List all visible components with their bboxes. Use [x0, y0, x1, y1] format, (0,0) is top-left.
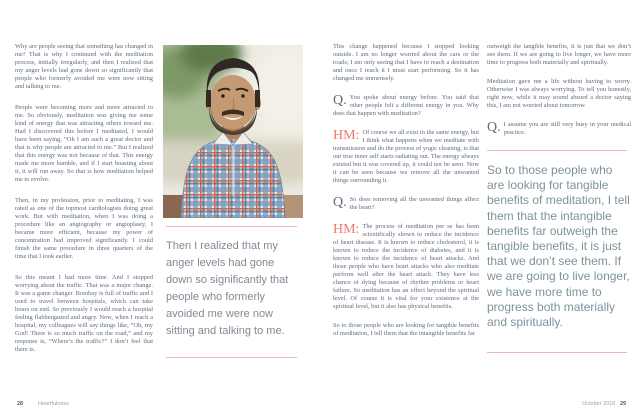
question-cap: Q.	[333, 195, 347, 210]
magazine-name: Heartfulness	[38, 401, 69, 407]
issue-date: October 2016	[582, 401, 616, 407]
paragraph: So this meant I had more time. And I stopped worrying about the traffic. That was a major change. It was a game changer. Bombay is full of traffic and I used to travel between hospitals, which can take hours on end. So previously I would reach a hospital feeling flabbergasted and angry. Now, when I reach a hospital, my colleagues will say things like, “Oh, my God! There is so much traffic on the road,” and my response is, “Where’s the traffic?” I don’t feel that there is.	[15, 274, 153, 353]
question-block	[333, 196, 479, 212]
answer-block	[333, 223, 479, 311]
question-block	[333, 94, 479, 118]
paragraph: This change happened because I stopped looking outside. I am no longer worried about the cars or the roads; I am only seeing that I have to reach a destination and once I reach it I must start performing. So it has changed me immensely.	[333, 43, 479, 82]
paragraph: People were becoming more and more attracted to me. So obviously, meditation was giving me some kind of energy that was attracting others toward me. Had I discovered this before I meditated, I would have been saying, “Oh I am such a great doctor and that is why people are attracted to me.” But I realized that this energy was not because of that. This energy made me more humble, and if I start boasting about it, it will run away. So that is how meditation helped me to evolve.	[15, 104, 153, 183]
question-block	[487, 121, 631, 137]
question-text: You spoke about energy before. You said that other people felt a different energy in you. Why does that happen with meditation?	[333, 94, 479, 117]
question-text: So does removing all the unwanted things affect the heart?	[349, 196, 479, 211]
right-page-number: 29	[620, 401, 627, 407]
question-text: I assume you are still very busy in your medical practice.	[503, 121, 631, 136]
divider-rule	[487, 150, 627, 151]
right-column-1	[333, 43, 479, 349]
paragraph: outweigh the tangible benefits, it is just that we don’t see them. If we are going to live longer, we have more time to progress both materially and spiritually.	[487, 43, 631, 66]
left-text-column	[15, 43, 153, 367]
divider-rule	[166, 226, 297, 227]
answer-cap: HM:	[333, 222, 360, 237]
pull-quote-left: Then I realized that my anger levels had gone down so significantly that people who formerly avoided me were now sitting and talking to me.	[166, 240, 289, 337]
answer-text: The process of meditation per se has been scientifically shown to reduce the incidence of heart disease. It is known to reduce cholesterol, it is known to reduce the incidence of diabetes, and it is known to reduce the incidence of heart attacks. And those people who have heart attacks who also meditate perform well after the heart attack. They have less chance of dying because of rhythm problems or heart failure. So meditation has an effect beyond the spiritual level. Of course it is vital for your existence at the spiritual level, but it also has physical benefits.	[333, 223, 479, 310]
right-column-2	[487, 43, 631, 148]
portrait-illustration	[163, 45, 303, 218]
answer-text: Of course we all exist in the same energy, but I think what happens when we meditate with transmission and do the process of yogic cleaning, is that our true inner self starts radiating out. The energy always existed but it was covered up, it could not be seen. Now it can be seen because we remove all the unwanted things surrounding it.	[333, 129, 479, 184]
left-page-number: 28	[17, 401, 24, 407]
paragraph: Meditation gave me a life without having to worry. Otherwise I was always worrying. To tell you honestly, right now, while it may sound absurd a doctor saying this, I am not worried about tomorrow.	[487, 78, 631, 109]
pull-quote-right: So to those people who are looking for tangible benefits of meditation, I tell them that the intangible benefits far outweigh the tangible benefits, it is just that we don’t see them. If we are going to live longer, we have more time to progress both materially and spiritually.	[487, 163, 630, 330]
paragraph: So to those people who are looking for tangible benefits of meditation, I tell them that the intangible benefits far	[333, 322, 479, 337]
answer-block	[333, 129, 479, 185]
paragraph: Why are people seeing that something has changed in me? That is why I continued with the meditation process, initially irregularly, and then I realized that my anger levels had gone down so significantly that people who formerly avoided me were now sitting and talking to me.	[15, 43, 153, 90]
question-cap: Q.	[487, 120, 501, 135]
paragraph: Then, in my profession, prior to meditating, I was rated as one of the topmost cardiologists doing great work. But with meditation, when I was doing a procedure like an angiography or angioplasty, I became more efficient, because my power of concentration had improved significantly. I could finish the same procedure in three quarters of the time that I took earlier.	[15, 197, 153, 260]
portrait-photo	[163, 45, 303, 218]
question-cap: Q.	[333, 93, 347, 108]
divider-rule	[166, 357, 297, 358]
divider-rule	[487, 352, 627, 353]
answer-cap: HM:	[333, 128, 360, 143]
